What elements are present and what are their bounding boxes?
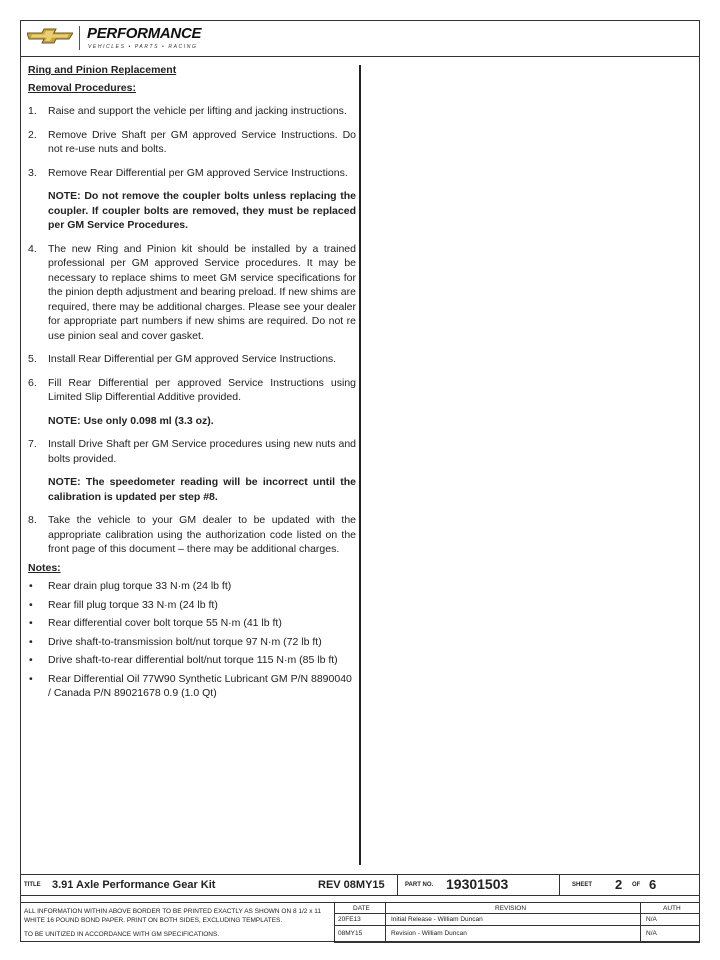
cell-divider bbox=[559, 875, 560, 895]
column-divider bbox=[359, 65, 361, 865]
step-text: Fill Rear Differential per approved Service Instructions using Limited Slip Differential Additive provided. bbox=[48, 376, 356, 403]
bullet-dot: • bbox=[29, 580, 33, 592]
step-number: 2. bbox=[28, 128, 37, 141]
note-additive: NOTE: Use only 0.098 ml (3.3 oz). bbox=[48, 414, 214, 427]
step-text: Raise and support the vehicle per lifting and jacking instructions. bbox=[48, 105, 347, 117]
note-bullet bbox=[28, 653, 356, 668]
bullet-dot: • bbox=[29, 617, 33, 629]
rev-header-revision: REVISION bbox=[495, 905, 527, 912]
step-number: 5. bbox=[28, 353, 37, 365]
step-item bbox=[28, 376, 356, 405]
notes-heading: Notes: bbox=[28, 561, 61, 574]
step-item bbox=[28, 104, 356, 119]
rev-description: Initial Release - William Duncan bbox=[391, 916, 483, 923]
rev-header-auth: AUTH bbox=[663, 905, 681, 912]
document-title: 3.91 Axle Performance Gear Kit bbox=[52, 879, 216, 891]
step-number: 6. bbox=[28, 376, 37, 389]
title-block bbox=[20, 874, 700, 896]
step-text: Install Rear Differential per GM approved Service Instructions. bbox=[48, 353, 337, 365]
step-number: 7. bbox=[28, 438, 37, 450]
unitize-note: TO BE UNITIZED IN ACCORDANCE WITH GM SPECIFICATIONS. bbox=[24, 931, 220, 938]
cell-divider bbox=[397, 875, 398, 895]
brand-name: PERFORMANCE bbox=[87, 25, 202, 42]
part-number: 19301503 bbox=[446, 876, 509, 892]
note-bullet bbox=[28, 579, 356, 594]
section-title: Ring and Pinion Replacement bbox=[28, 64, 177, 76]
part-no-label: PART NO. bbox=[405, 882, 434, 888]
logo-separator bbox=[79, 26, 80, 50]
note-text: Drive shaft-to-rear differential bolt/nut torque 115 N·m (85 lb ft) bbox=[48, 654, 338, 666]
note-coupler: NOTE: Do not remove the coupler bolts unless replacing the coupler. If coupler bolts are removed, they must be replaced per GM Service Procedures. bbox=[48, 190, 356, 231]
note-text: Rear Differential Oil 77W90 Synthetic Lubricant GM P/N 8890040 / Canada P/N 89021678 0.9 (1.0 Qt) bbox=[48, 672, 352, 699]
step-number: 1. bbox=[28, 105, 37, 117]
step-item bbox=[28, 437, 356, 466]
rev-header-date: DATE bbox=[353, 905, 370, 912]
note-speedometer: NOTE: The speedometer reading will be incorrect until the calibration is updated per step #8. bbox=[48, 476, 356, 503]
note-bullet bbox=[28, 598, 356, 613]
rev-table-rule bbox=[334, 942, 700, 943]
subsection-title: Removal Procedures: bbox=[28, 81, 136, 94]
rev-auth: N/A bbox=[646, 930, 657, 937]
sheet-number: 2 bbox=[615, 877, 623, 892]
note-bullet bbox=[28, 616, 356, 631]
rev-table-border bbox=[640, 903, 641, 943]
step-text: Take the vehicle to your GM dealer to be updated with the appropriate calibration using the authorization code listed on the front page of this document – there may be additional charges. bbox=[48, 514, 356, 555]
of-label: OF bbox=[632, 882, 641, 888]
sheet-label: SHEET bbox=[572, 882, 593, 888]
rev-table-border bbox=[334, 903, 335, 943]
brand-tagline: VEHICLES • PARTS • RACING bbox=[88, 44, 198, 50]
note-bullet bbox=[28, 635, 356, 650]
bullet-dot: • bbox=[29, 654, 33, 666]
rev-table-border bbox=[385, 903, 386, 943]
step-text: The new Ring and Pinion kit should be installed by a trained professional per GM approved Service procedures. It may be necessary to replace shims to meet GM service specifications for the pinion depth adjustment and bearing preload. If new shims are required, there may be additional charges. Please see your dealer for appropriate part numbers if new shims are required. Do not re use pinion seal and cover gasket. bbox=[48, 242, 356, 342]
sheet-total: 6 bbox=[649, 877, 657, 892]
rev-description: Revision - William Duncan bbox=[391, 930, 467, 937]
note-text: Rear drain plug torque 33 N·m (24 lb ft) bbox=[48, 580, 232, 592]
step-text: Install Drive Shaft per GM Service procedures using new nuts and bolts provided. bbox=[48, 438, 356, 465]
step-number: 8. bbox=[28, 514, 37, 526]
step-item bbox=[28, 513, 356, 557]
rev-auth: N/A bbox=[646, 916, 657, 923]
revision-label: REV 08MY15 bbox=[318, 879, 385, 891]
rev-date: 08MY15 bbox=[338, 930, 363, 937]
revision-block bbox=[20, 902, 700, 942]
step-number: 4. bbox=[28, 242, 37, 255]
note-text: Rear differential cover bolt torque 55 N·m (41 lb ft) bbox=[48, 617, 282, 629]
document-header bbox=[20, 20, 700, 57]
note-text: Rear fill plug torque 33 N·m (24 lb ft) bbox=[48, 598, 218, 611]
step-item bbox=[28, 166, 356, 181]
bullet-dot: • bbox=[29, 635, 33, 648]
rev-date: 20FE13 bbox=[338, 916, 361, 923]
step-item bbox=[28, 242, 356, 344]
step-text: Remove Rear Differential per GM approved Service Instructions. bbox=[48, 166, 348, 179]
chevrolet-bowtie-icon bbox=[27, 28, 73, 44]
step-item bbox=[28, 352, 356, 367]
rev-table-rule bbox=[334, 925, 700, 926]
print-instructions: ALL INFORMATION WITHIN ABOVE BORDER TO BE PRINTED EXACTLY AS SHOWN ON 8 1/2 x 11 WHITE 16 POUND BOND PAPER. PRINT ON BOTH SIDES, EXCLUDING TEMPLATES. bbox=[24, 908, 322, 924]
rev-table-rule bbox=[334, 913, 700, 914]
instructions-column bbox=[28, 63, 356, 705]
step-text: Remove Drive Shaft per GM approved Service Instructions. Do not re-use nuts and bolts. bbox=[48, 128, 356, 155]
title-label: TITLE bbox=[24, 882, 41, 888]
step-item bbox=[28, 128, 356, 157]
bullet-dot: • bbox=[29, 598, 33, 611]
note-bullet bbox=[28, 672, 356, 701]
bullet-dot: • bbox=[29, 672, 33, 685]
note-text: Drive shaft-to-transmission bolt/nut torque 97 N·m (72 lb ft) bbox=[48, 635, 322, 648]
step-number: 3. bbox=[28, 166, 37, 179]
